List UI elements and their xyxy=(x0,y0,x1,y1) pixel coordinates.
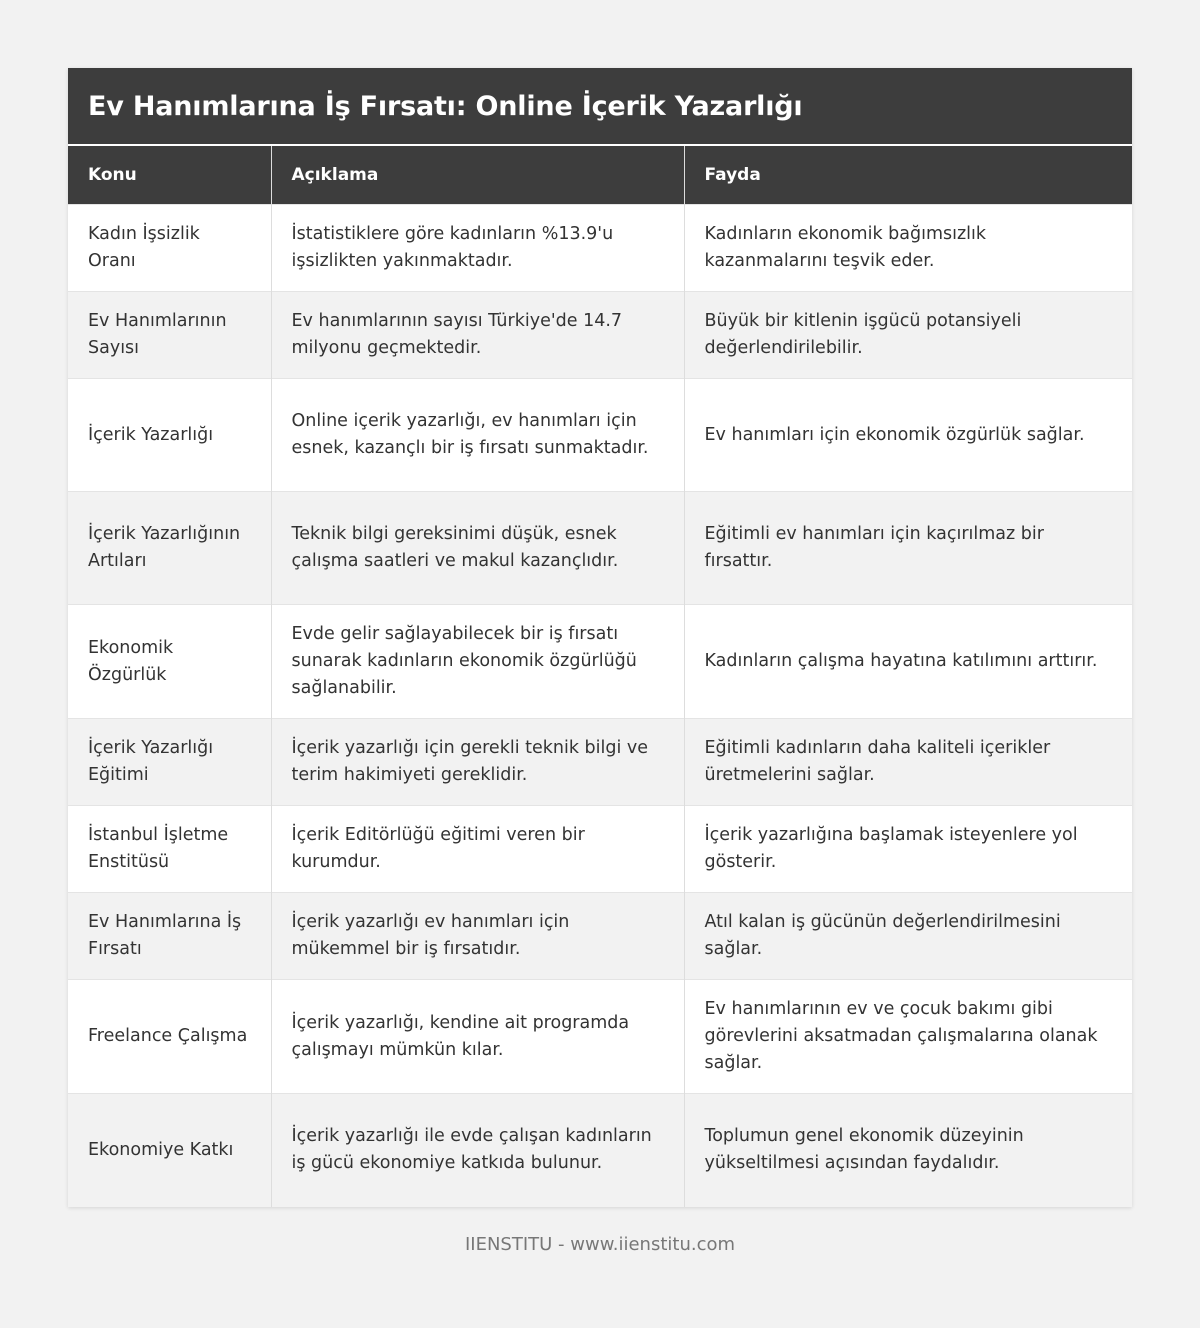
cell-aciklama: Teknik bilgi gereksinimi düşük, esnek çalışma saatleri ve makul kazançlıdır. xyxy=(271,492,684,605)
cell-aciklama: İçerik Editörlüğü eğitimi veren bir kurumdur. xyxy=(271,806,684,893)
cell-fayda: Eğitimli kadınların daha kaliteli içerikler üretmelerini sağlar. xyxy=(684,719,1132,806)
data-table xyxy=(68,146,1132,1207)
cell-fayda: Atıl kalan iş gücünün değerlendirilmesini sağlar. xyxy=(684,893,1132,980)
cell-aciklama: Evde gelir sağlayabilecek bir iş fırsatı sunarak kadınların ekonomik özgürlüğü sağlanabilir. xyxy=(271,605,684,719)
table-row xyxy=(68,980,1132,1094)
table-row xyxy=(68,205,1132,292)
table-row xyxy=(68,492,1132,605)
column-header-fayda: Fayda xyxy=(684,146,1132,205)
cell-konu: Ev Hanımlarına İş Fırsatı xyxy=(68,893,271,980)
cell-aciklama: İçerik yazarlığı ile evde çalışan kadınların iş gücü ekonomiye katkıda bulunur. xyxy=(271,1094,684,1207)
cell-konu: Ekonomik Özgürlük xyxy=(68,605,271,719)
cell-fayda: Eğitimli ev hanımları için kaçırılmaz bir fırsattır. xyxy=(684,492,1132,605)
cell-konu: İçerik Yazarlığı xyxy=(68,379,271,492)
table-row xyxy=(68,1094,1132,1207)
cell-aciklama: Ev hanımlarının sayısı Türkiye'de 14.7 milyonu geçmektedir. xyxy=(271,292,684,379)
cell-konu: İstanbul İşletme Enstitüsü xyxy=(68,806,271,893)
table-header-row xyxy=(68,146,1132,205)
cell-konu: Freelance Çalışma xyxy=(68,980,271,1094)
cell-aciklama: Online içerik yazarlığı, ev hanımları için esnek, kazançlı bir iş fırsatı sunmaktadır. xyxy=(271,379,684,492)
table-row xyxy=(68,719,1132,806)
cell-aciklama: İçerik yazarlığı ev hanımları için mükemmel bir iş fırsatıdır. xyxy=(271,893,684,980)
footer-credit: IIENSTITU - www.iienstitu.com xyxy=(464,1234,736,1255)
cell-aciklama: İstatistiklere göre kadınların %13.9'u işsizlikten yakınmaktadır. xyxy=(271,205,684,292)
column-header-konu: Konu xyxy=(68,146,271,205)
cell-fayda: İçerik yazarlığına başlamak isteyenlere yol gösterir. xyxy=(684,806,1132,893)
cell-konu: Kadın İşsizlik Oranı xyxy=(68,205,271,292)
cell-fayda: Ev hanımlarının ev ve çocuk bakımı gibi görevlerini aksatmadan çalışmalarına olanak sağlar. xyxy=(684,980,1132,1094)
table-row xyxy=(68,605,1132,719)
table-row xyxy=(68,893,1132,980)
cell-aciklama: İçerik yazarlığı, kendine ait programda çalışmayı mümkün kılar. xyxy=(271,980,684,1094)
table-row xyxy=(68,379,1132,492)
cell-konu: Ev Hanımlarının Sayısı xyxy=(68,292,271,379)
cell-fayda: Kadınların ekonomik bağımsızlık kazanmalarını teşvik eder. xyxy=(684,205,1132,292)
page-title: Ev Hanımlarına İş Fırsatı: Online İçerik Yazarlığı xyxy=(88,90,803,122)
cell-konu: İçerik Yazarlığı Eğitimi xyxy=(68,719,271,806)
cell-konu: İçerik Yazarlığının Artıları xyxy=(68,492,271,605)
cell-fayda: Ev hanımları için ekonomik özgürlük sağlar. xyxy=(684,379,1132,492)
cell-fayda: Kadınların çalışma hayatına katılımını arttırır. xyxy=(684,605,1132,719)
cell-fayda: Büyük bir kitlenin işgücü potansiyeli değerlendirilebilir. xyxy=(684,292,1132,379)
table-card xyxy=(68,68,1132,1207)
table-row xyxy=(68,292,1132,379)
cell-fayda: Toplumun genel ekonomik düzeyinin yükseltilmesi açısından faydalıdır. xyxy=(684,1094,1132,1207)
table-row xyxy=(68,806,1132,893)
cell-konu: Ekonomiye Katkı xyxy=(68,1094,271,1207)
column-header-aciklama: Açıklama xyxy=(271,146,684,205)
title-bar xyxy=(68,68,1132,146)
cell-aciklama: İçerik yazarlığı için gerekli teknik bilgi ve terim hakimiyeti gereklidir. xyxy=(271,719,684,806)
